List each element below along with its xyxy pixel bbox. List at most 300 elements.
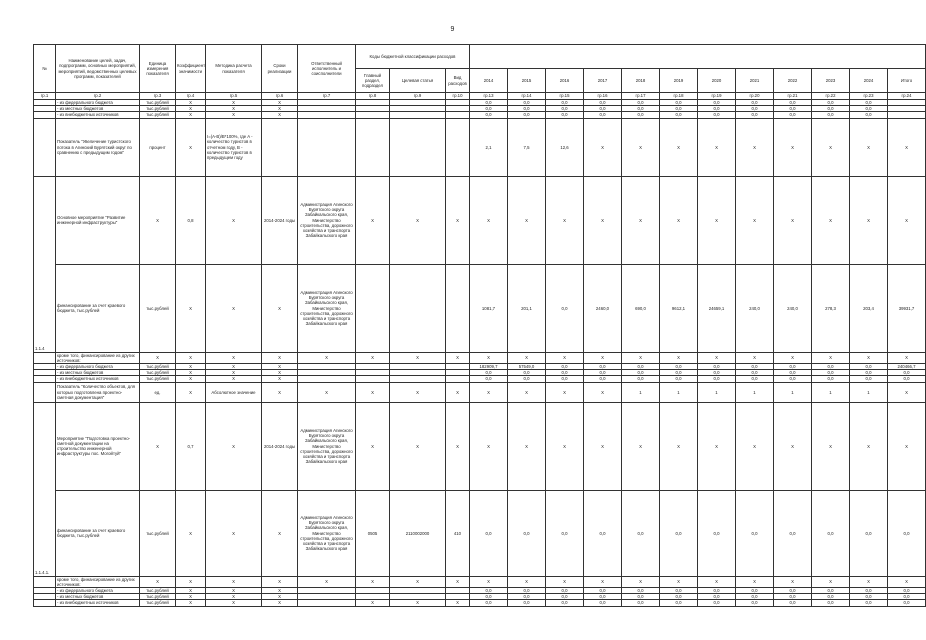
value-cell: 2460,0 bbox=[584, 264, 622, 352]
empty-cell bbox=[356, 264, 390, 352]
value-cell: 1 bbox=[774, 382, 812, 402]
method-cell: I=(A-B)/B*100%, где A - количество туристов в отчетном году, B - количество туристов в предыдущем году bbox=[206, 118, 262, 176]
value-cell: X bbox=[584, 402, 622, 490]
value-cell: 0,0 bbox=[736, 112, 774, 118]
empty-cell bbox=[390, 264, 446, 352]
source-label: - из внебюджетных источников bbox=[56, 112, 140, 118]
value-cell: X bbox=[584, 352, 622, 363]
value-cell: 0,0 bbox=[508, 376, 546, 382]
value-cell: 203,4 bbox=[850, 264, 888, 352]
value-cell: X bbox=[660, 352, 698, 363]
source-label: - из федерального бюджета bbox=[56, 588, 140, 594]
value-cell: 0,0 bbox=[622, 112, 660, 118]
unit-cell: тыс.рублей bbox=[140, 600, 176, 606]
x-cell: X bbox=[262, 106, 298, 112]
x-cell: X bbox=[298, 352, 356, 363]
value-cell: 0,0 bbox=[812, 490, 850, 576]
x-cell: X bbox=[140, 176, 176, 264]
value-cell: 0,0 bbox=[774, 588, 812, 594]
column-number: гр.17 bbox=[622, 93, 660, 100]
value-cell: 0,0 bbox=[736, 370, 774, 376]
value-cell: 39931,7 bbox=[888, 264, 926, 352]
column-number: гр.5 bbox=[206, 93, 262, 100]
unit-cell: ед. bbox=[140, 382, 176, 402]
value-cell: 0,0 bbox=[660, 600, 698, 606]
resp-cell: Администрация Агинского Бурятского округа Забайкальского края, Министерство строительства, дорожного хозяйства и транспорта Забайкальского края bbox=[298, 264, 356, 352]
x-cell: X bbox=[262, 576, 298, 587]
value-cell: X bbox=[850, 402, 888, 490]
unit-cell: тыс.рублей bbox=[140, 588, 176, 594]
header-unit: Единица измерения показателя bbox=[140, 45, 176, 93]
value-cell: 0,0 bbox=[736, 106, 774, 112]
value-cell: 0,0 bbox=[546, 112, 584, 118]
x-cell: X bbox=[356, 576, 390, 587]
header-coef: Коэффициент значимости bbox=[176, 45, 206, 93]
empty-cell bbox=[262, 118, 298, 176]
unit-cell: тыс.рублей bbox=[140, 490, 176, 576]
value-cell: X bbox=[584, 382, 622, 402]
x-cell: X bbox=[140, 352, 176, 363]
header-year: 2014 bbox=[470, 69, 508, 93]
value-cell: 0,0 bbox=[698, 588, 736, 594]
value-cell: X bbox=[736, 576, 774, 587]
x-cell: X bbox=[262, 352, 298, 363]
period-cell: 2014-2024 годы bbox=[262, 402, 298, 490]
value-cell: 0,0 bbox=[622, 376, 660, 382]
x-cell: X bbox=[446, 176, 470, 264]
empty-cell bbox=[34, 382, 56, 402]
value-cell: X bbox=[622, 402, 660, 490]
x-cell: X bbox=[262, 600, 298, 606]
value-cell: 0,0 bbox=[584, 112, 622, 118]
value-cell: 0,0 bbox=[660, 100, 698, 106]
value-cell: 1 bbox=[622, 382, 660, 402]
x-cell: X bbox=[176, 106, 206, 112]
x-cell: X bbox=[206, 100, 262, 106]
header-method: Методика расчета показателя bbox=[206, 45, 262, 93]
value-cell: 0,0 bbox=[508, 112, 546, 118]
x-cell: X bbox=[206, 106, 262, 112]
row-number: 1.1.4.1. bbox=[34, 402, 56, 576]
column-number: гр.19 bbox=[698, 93, 736, 100]
value-cell: X bbox=[888, 402, 926, 490]
value-cell: 7,5 bbox=[508, 118, 546, 176]
value-cell: 0,0 bbox=[812, 594, 850, 600]
value-cell: 0,0 bbox=[546, 100, 584, 106]
x-cell: X bbox=[446, 600, 470, 606]
x-cell: X bbox=[356, 382, 390, 402]
value-cell: 0,0 bbox=[698, 490, 736, 576]
x-cell: X bbox=[390, 352, 446, 363]
value-cell: 0,0 bbox=[698, 106, 736, 112]
value-cell: 1 bbox=[660, 382, 698, 402]
value-cell: 0,0 bbox=[470, 376, 508, 382]
empty-cell bbox=[34, 600, 56, 606]
empty-cell bbox=[390, 118, 446, 176]
value-cell: 0,0 bbox=[850, 594, 888, 600]
value-cell: 0,0 bbox=[888, 594, 926, 600]
column-number: гр.21 bbox=[774, 93, 812, 100]
value-cell: X bbox=[660, 576, 698, 587]
coef-cell: 0,7 bbox=[176, 402, 206, 490]
value-cell: 0,0 bbox=[584, 370, 622, 376]
value-cell: 0,0 bbox=[622, 588, 660, 594]
value-cell: X bbox=[736, 176, 774, 264]
value-cell: 0,0 bbox=[850, 376, 888, 382]
x-cell: X bbox=[356, 176, 390, 264]
value-cell: 0,0 bbox=[660, 106, 698, 112]
value-cell: X bbox=[774, 118, 812, 176]
x-cell: X bbox=[390, 576, 446, 587]
value-cell: X bbox=[470, 576, 508, 587]
value-cell: 1 bbox=[698, 382, 736, 402]
value-cell: X bbox=[508, 576, 546, 587]
x-cell: X bbox=[176, 376, 206, 382]
header-resp: Ответственный исполнитель и соисполнители bbox=[298, 45, 356, 93]
value-cell: 0,0 bbox=[736, 364, 774, 370]
value-cell: 0,0 bbox=[470, 100, 508, 106]
event-name: Мероприятие "Подготовка проектно-сметной документации на строительство инженерной инфраструктуры пос. Могойтуй" bbox=[56, 402, 140, 490]
value-cell: 0,0 bbox=[812, 106, 850, 112]
value-cell: X bbox=[698, 176, 736, 264]
header-year: 2024 bbox=[850, 69, 888, 93]
x-cell: X bbox=[262, 112, 298, 118]
value-cell: 0,0 bbox=[850, 364, 888, 370]
value-cell: X bbox=[660, 176, 698, 264]
indicator-row bbox=[34, 382, 926, 402]
header-year: 2018 bbox=[622, 69, 660, 93]
value-cell: 0,0 bbox=[508, 370, 546, 376]
column-number: гр.20 bbox=[736, 93, 774, 100]
value-cell: 0,0 bbox=[774, 490, 812, 576]
value-cell: 0,0 bbox=[660, 112, 698, 118]
value-cell: 0,0 bbox=[470, 112, 508, 118]
value-cell: X bbox=[622, 118, 660, 176]
x-cell: X bbox=[206, 490, 262, 576]
value-cell: 0,0 bbox=[622, 364, 660, 370]
value-cell: X bbox=[508, 382, 546, 402]
unit-cell: тыс.рублей bbox=[140, 594, 176, 600]
value-cell: 12,6 bbox=[546, 118, 584, 176]
indicator-name: Показатель "Количество объектов, для которых подготовлена проектно-сметная документация" bbox=[56, 382, 140, 402]
column-number: гр.23 bbox=[850, 93, 888, 100]
value-cell: X bbox=[850, 118, 888, 176]
value-cell: X bbox=[698, 118, 736, 176]
header-target: Целевая статья bbox=[390, 69, 446, 93]
column-number: гр.14 bbox=[508, 93, 546, 100]
column-number: гр.13 bbox=[470, 93, 508, 100]
x-cell: X bbox=[390, 176, 446, 264]
value-cell: X bbox=[584, 176, 622, 264]
x-cell: X bbox=[206, 264, 262, 352]
x-cell: X bbox=[390, 600, 446, 606]
unit-cell: тыс.рублей bbox=[140, 376, 176, 382]
value-cell: X bbox=[812, 402, 850, 490]
value-cell: 0,0 bbox=[888, 588, 926, 594]
value-cell: 0,0 bbox=[508, 490, 546, 576]
source-label: - из внебюджетных источников bbox=[56, 600, 140, 606]
value-cell: 0,0 bbox=[736, 600, 774, 606]
value-cell: 0,0 bbox=[698, 370, 736, 376]
value-cell: X bbox=[546, 382, 584, 402]
header-row bbox=[34, 45, 926, 69]
column-number: гр.2 bbox=[56, 93, 140, 100]
header-year: 2023 bbox=[812, 69, 850, 93]
unit-cell: тыс.рублей bbox=[140, 264, 176, 352]
value-cell: 0,0 bbox=[812, 600, 850, 606]
value-cell: X bbox=[470, 382, 508, 402]
column-number: гр.18 bbox=[660, 93, 698, 100]
value-cell: X bbox=[508, 352, 546, 363]
event-row bbox=[34, 402, 926, 490]
value-cell: 0,0 bbox=[622, 490, 660, 576]
x-cell: X bbox=[262, 490, 298, 576]
x-cell: X bbox=[176, 100, 206, 106]
x-cell: X bbox=[298, 576, 356, 587]
value-cell: 0,0 bbox=[584, 376, 622, 382]
value-cell: 240,0 bbox=[774, 264, 812, 352]
other-sources-label: кроме того, финансирование из других источников: bbox=[56, 576, 140, 587]
x-cell: X bbox=[262, 376, 298, 382]
value-cell: X bbox=[736, 118, 774, 176]
header-no: № bbox=[34, 45, 56, 93]
indicator-row bbox=[34, 118, 926, 176]
event-row bbox=[34, 176, 926, 264]
value-cell: X bbox=[698, 352, 736, 363]
source-label: - из федерального бюджета bbox=[56, 364, 140, 370]
x-cell: X bbox=[206, 594, 262, 600]
empty-cell bbox=[298, 118, 356, 176]
value-cell: X bbox=[584, 576, 622, 587]
value-cell: 0,0 bbox=[584, 106, 622, 112]
value-cell: 0,0 bbox=[622, 594, 660, 600]
x-cell: X bbox=[140, 576, 176, 587]
value-cell: 0,0 bbox=[546, 376, 584, 382]
value-cell: 182909,7 bbox=[470, 364, 508, 370]
column-number: гр.22 bbox=[812, 93, 850, 100]
value-cell: 0,0 bbox=[736, 594, 774, 600]
x-cell: X bbox=[176, 576, 206, 587]
value-cell: 0,0 bbox=[888, 600, 926, 606]
value-cell: 0,0 bbox=[660, 594, 698, 600]
x-cell: X bbox=[262, 264, 298, 352]
value-cell: 0,0 bbox=[660, 588, 698, 594]
value-cell: 240,0 bbox=[736, 264, 774, 352]
source-row bbox=[34, 364, 926, 370]
column-number: гр.7 bbox=[298, 93, 356, 100]
x-cell: X bbox=[262, 370, 298, 376]
empty-cell bbox=[446, 264, 470, 352]
page-number: 9 bbox=[450, 26, 455, 33]
column-number: гр.10 bbox=[446, 93, 470, 100]
empty-cell bbox=[298, 600, 356, 606]
x-cell: X bbox=[206, 576, 262, 587]
x-cell: X bbox=[262, 382, 298, 402]
value-cell: 201,1 bbox=[508, 264, 546, 352]
method-cell: Абсолютное значение bbox=[206, 382, 262, 402]
value-cell: 0,0 bbox=[546, 370, 584, 376]
value-cell: 0,0 bbox=[508, 106, 546, 112]
empty-cell bbox=[34, 118, 56, 176]
indicator-name: Показатель "Увеличение туристского потока в Агинский Бурятский округ по сравнению с предыдущим годом" bbox=[56, 118, 140, 176]
value-cell: X bbox=[888, 382, 926, 402]
value-cell: 0,0 bbox=[774, 106, 812, 112]
value-cell: 0,0 bbox=[546, 594, 584, 600]
value-cell: 0,0 bbox=[584, 364, 622, 370]
value-cell: X bbox=[888, 576, 926, 587]
value-cell: 0,0 bbox=[850, 112, 888, 118]
value-cell: 24659,1 bbox=[698, 264, 736, 352]
value-cell: 0,0 bbox=[888, 490, 926, 576]
resp-cell: Администрация Агинского Бурятского округа Забайкальского края, Министерство строительства, дорожного хозяйства и транспорта Забайкальского края bbox=[298, 176, 356, 264]
value-cell: 0,0 bbox=[812, 588, 850, 594]
value-cell: 1081,7 bbox=[470, 264, 508, 352]
value-cell: 0,0 bbox=[774, 100, 812, 106]
value-cell: 1 bbox=[850, 382, 888, 402]
value-cell: 0,0 bbox=[660, 490, 698, 576]
x-cell: X bbox=[262, 594, 298, 600]
value-cell: X bbox=[812, 176, 850, 264]
unit-cell: тыс.рублей bbox=[140, 112, 176, 118]
value-cell: 9612,1 bbox=[660, 264, 698, 352]
value-cell: 0,0 bbox=[774, 376, 812, 382]
value-cell: 0,0 bbox=[546, 364, 584, 370]
value-cell: 0,0 bbox=[698, 594, 736, 600]
value-cell: 0,0 bbox=[584, 100, 622, 106]
value-cell: 0,0 bbox=[698, 100, 736, 106]
financing-row bbox=[34, 490, 926, 576]
value-cell: X bbox=[774, 576, 812, 587]
value-cell: X bbox=[774, 176, 812, 264]
other-sources-label: кроме того, финансирование из других источников: bbox=[56, 352, 140, 363]
x-cell: X bbox=[176, 370, 206, 376]
header-budget-codes: Коды бюджетной классификации расходов bbox=[356, 45, 470, 69]
x-cell: X bbox=[176, 118, 206, 176]
other-sources-row bbox=[34, 352, 926, 363]
empty-cell bbox=[34, 576, 56, 587]
empty-cell bbox=[446, 118, 470, 176]
value-cell: 0,0 bbox=[736, 376, 774, 382]
value-cell: 0,0 bbox=[850, 588, 888, 594]
value-cell: 0,0 bbox=[470, 588, 508, 594]
value-cell: 240466,7 bbox=[888, 364, 926, 370]
x-cell: X bbox=[298, 382, 356, 402]
financing-label: финансирование за счет краевого бюджета, тыс.рублей bbox=[56, 490, 140, 576]
value-cell: 0,0 bbox=[470, 594, 508, 600]
value-cell: 0,0 bbox=[812, 364, 850, 370]
x-cell: X bbox=[206, 600, 262, 606]
source-label: - из федерального бюджета bbox=[56, 100, 140, 106]
header-year: 2022 bbox=[774, 69, 812, 93]
value-cell: 0,0 bbox=[470, 106, 508, 112]
x-cell: X bbox=[262, 364, 298, 370]
value-cell: X bbox=[736, 352, 774, 363]
value-cell: 690,0 bbox=[622, 264, 660, 352]
value-cell: X bbox=[660, 402, 698, 490]
value-cell: 1 bbox=[812, 382, 850, 402]
value-cell: 0,0 bbox=[698, 600, 736, 606]
value-cell: 57549,0 bbox=[508, 364, 546, 370]
value-cell: 0,0 bbox=[736, 588, 774, 594]
x-cell: X bbox=[176, 588, 206, 594]
x-cell: X bbox=[206, 176, 262, 264]
value-cell: X bbox=[850, 352, 888, 363]
x-cell: X bbox=[206, 402, 262, 490]
value-cell: 0,0 bbox=[546, 264, 584, 352]
x-cell: X bbox=[356, 600, 390, 606]
value-cell: 0,0 bbox=[546, 600, 584, 606]
column-number: гр.4 bbox=[176, 93, 206, 100]
value-cell: 0,0 bbox=[546, 588, 584, 594]
value-cell: 0,0 bbox=[774, 364, 812, 370]
x-cell: X bbox=[206, 376, 262, 382]
empty-cell bbox=[356, 118, 390, 176]
column-number: гр.16 bbox=[584, 93, 622, 100]
value-cell: X bbox=[622, 352, 660, 363]
header-exptype: Вид расходов bbox=[446, 69, 470, 93]
source-label: - из внебюджетных источников bbox=[56, 376, 140, 382]
value-cell: 0,0 bbox=[622, 600, 660, 606]
value-cell: 0,0 bbox=[850, 370, 888, 376]
header-year: 2019 bbox=[660, 69, 698, 93]
header-period: Сроки реализации bbox=[262, 45, 298, 93]
value-cell: 0,0 bbox=[850, 106, 888, 112]
x-cell: X bbox=[446, 352, 470, 363]
x-cell: X bbox=[176, 352, 206, 363]
header-year: 2021 bbox=[736, 69, 774, 93]
resp-cell: Администрация Агинского Бурятского округа Забайкальского края, Министерство строительства, дорожного хозяйства и транспорта Забайкальского края bbox=[298, 402, 356, 490]
header-total: Итого bbox=[888, 69, 926, 93]
x-cell: X bbox=[176, 490, 206, 576]
value-cell: 0,0 bbox=[546, 106, 584, 112]
value-cell: 0,0 bbox=[888, 370, 926, 376]
resp-cell: Администрация Агинского Бурятского округа Забайкальского края, Министерство строительства, дорожного хозяйства и транспорта Забайкальского края bbox=[298, 490, 356, 576]
value-cell: X bbox=[850, 176, 888, 264]
value-cell: 0,0 bbox=[812, 100, 850, 106]
value-cell: 0,0 bbox=[546, 490, 584, 576]
value-cell: 0,0 bbox=[888, 376, 926, 382]
value-cell: 0,0 bbox=[622, 106, 660, 112]
x-cell: X bbox=[176, 112, 206, 118]
value-cell: 0,0 bbox=[812, 112, 850, 118]
header-year: 2015 bbox=[508, 69, 546, 93]
x-cell: X bbox=[176, 264, 206, 352]
value-cell: 0,0 bbox=[736, 100, 774, 106]
x-cell: X bbox=[356, 402, 390, 490]
value-cell: 0,0 bbox=[812, 376, 850, 382]
value-cell: 0,0 bbox=[622, 100, 660, 106]
value-cell: 0,0 bbox=[774, 112, 812, 118]
value-cell: 278,3 bbox=[812, 264, 850, 352]
x-cell: X bbox=[206, 370, 262, 376]
value-cell: 0,0 bbox=[470, 600, 508, 606]
value-cell: X bbox=[546, 402, 584, 490]
value-cell: X bbox=[888, 352, 926, 363]
x-cell: X bbox=[206, 112, 262, 118]
value-cell: X bbox=[698, 576, 736, 587]
x-cell: X bbox=[206, 588, 262, 594]
value-cell: X bbox=[698, 402, 736, 490]
column-number: гр.8 bbox=[356, 93, 390, 100]
x-cell: X bbox=[206, 364, 262, 370]
value-cell: 0,0 bbox=[812, 370, 850, 376]
value-cell: X bbox=[508, 176, 546, 264]
event-name: Основное мероприятие "Развитие инженерной инфраструктуры" bbox=[56, 176, 140, 264]
empty-cell bbox=[34, 352, 56, 363]
x-cell: X bbox=[446, 402, 470, 490]
value-cell: 0,0 bbox=[660, 376, 698, 382]
x-cell: X bbox=[206, 352, 262, 363]
